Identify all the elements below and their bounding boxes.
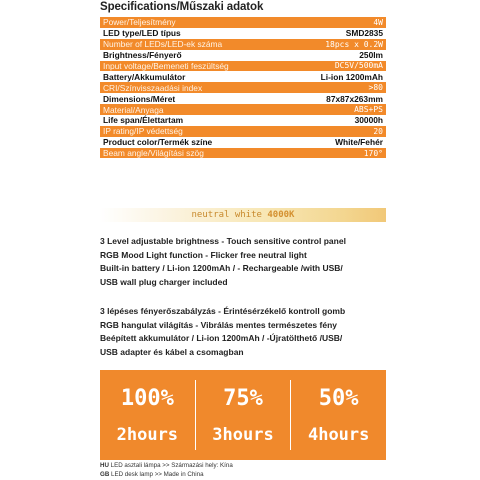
spec-value: 30000h: [354, 115, 383, 126]
runtime-75: [196, 370, 291, 460]
spec-value: 250lm: [359, 50, 383, 61]
color-temperature-value: 4000K: [267, 210, 295, 220]
spec-label: Product color/Termék színe: [103, 137, 213, 148]
spec-row: [100, 71, 386, 82]
feature-line: 3 lépéses fényerőszabályzás - Érintésérzékelő kontroll gomb: [100, 306, 346, 316]
spec-label: Dimensions/Méret: [103, 93, 176, 104]
feature-line: Built-in battery / Li-ion 1200mAh / - Rechargeable /with USB/: [100, 263, 343, 273]
spec-heading: Specifications/Műszaki adatok: [100, 1, 264, 13]
footer-line-hu: [100, 461, 233, 470]
footer-line-gb: [100, 470, 233, 479]
brightness-percent: 75%: [223, 385, 263, 411]
brightness-percent: 100%: [120, 385, 174, 411]
spec-row: [100, 137, 386, 148]
footer-text: LED desk lamp >> Made in China: [111, 471, 204, 478]
runtime-hours: 4hours: [307, 424, 370, 445]
spec-value: SMD2835: [345, 28, 383, 39]
footer: [100, 461, 233, 479]
runtime-hours: 2hours: [116, 424, 179, 445]
country-code: HU: [100, 462, 109, 469]
spec-value: 4W: [373, 17, 383, 27]
features-english: [100, 235, 390, 289]
spec-row: [100, 17, 386, 28]
footer-text: LED asztali lámpa >> Származási hely: Kína: [110, 462, 233, 469]
spec-row: [100, 93, 386, 104]
spec-label: Number of LEDs/LED-ek száma: [103, 39, 223, 50]
spec-value: 87x87x263mm: [326, 93, 383, 104]
feature-line: RGB Mood Light function - Flicker free neutral light: [100, 249, 307, 260]
spec-row: [100, 115, 386, 126]
spec-value: ABS+PS: [354, 105, 383, 115]
feature-line: RGB hangulat világítás - Vibrálás mentes természetes fény: [100, 319, 337, 330]
spec-table: [100, 17, 386, 159]
spec-label: Battery/Akkumulátor: [103, 71, 186, 82]
runtime-hours: 3hours: [212, 424, 274, 445]
feature-line: Beépített akkumulátor / Li-ion 1200mAh / -Újratölthető /USB/: [100, 333, 343, 343]
spec-value: 20: [373, 126, 383, 136]
spec-value: DC5V/500mA: [334, 61, 383, 71]
battery-runtime-panel: [100, 370, 386, 460]
spec-row: [100, 61, 386, 72]
spec-value: 170°: [363, 148, 383, 158]
spec-value: >80: [368, 83, 383, 93]
spec-label: Input voltage/Bemeneti feszültség: [103, 60, 229, 71]
spec-label: IP rating/IP védettség: [103, 126, 183, 137]
spec-row: [100, 126, 386, 137]
brightness-percent: 50%: [318, 385, 359, 411]
spec-value: White/Fehér: [335, 137, 383, 148]
color-temperature-label: neutral white 4000K: [191, 210, 295, 220]
spec-row: [100, 50, 386, 61]
spec-row: [100, 104, 386, 115]
spec-label: Material/Anyaga: [103, 104, 164, 115]
country-code: GB: [100, 471, 110, 478]
runtime-50: [291, 370, 386, 460]
spec-label: Power/Teljesítmény: [103, 17, 176, 28]
spec-label: Beam angle/Világítási szög: [103, 148, 204, 159]
spec-label: LED type/LED típus: [103, 28, 181, 39]
spec-row: [100, 28, 386, 39]
runtime-100: [100, 370, 195, 460]
features-hungarian: [100, 305, 390, 359]
color-temperature-strip: [100, 208, 386, 222]
spec-label: Life span/Élettartam: [103, 115, 184, 126]
spec-row: [100, 39, 386, 50]
spec-label: CRI/Színvisszaadási index: [103, 82, 203, 93]
feature-line: 3 Level adjustable brightness - Touch sensitive control panel: [100, 236, 346, 246]
spec-row: [100, 82, 386, 93]
spec-value: 18pcs x 0.2W: [325, 39, 383, 49]
spec-label: Brightness/Fényerő: [103, 50, 182, 61]
feature-line: USB adapter és kábel a csomagban: [100, 346, 244, 357]
feature-line: USB wall plug charger included: [100, 276, 228, 287]
spec-row: [100, 148, 386, 159]
spec-value: Li-ion 1200mAh: [320, 71, 383, 82]
